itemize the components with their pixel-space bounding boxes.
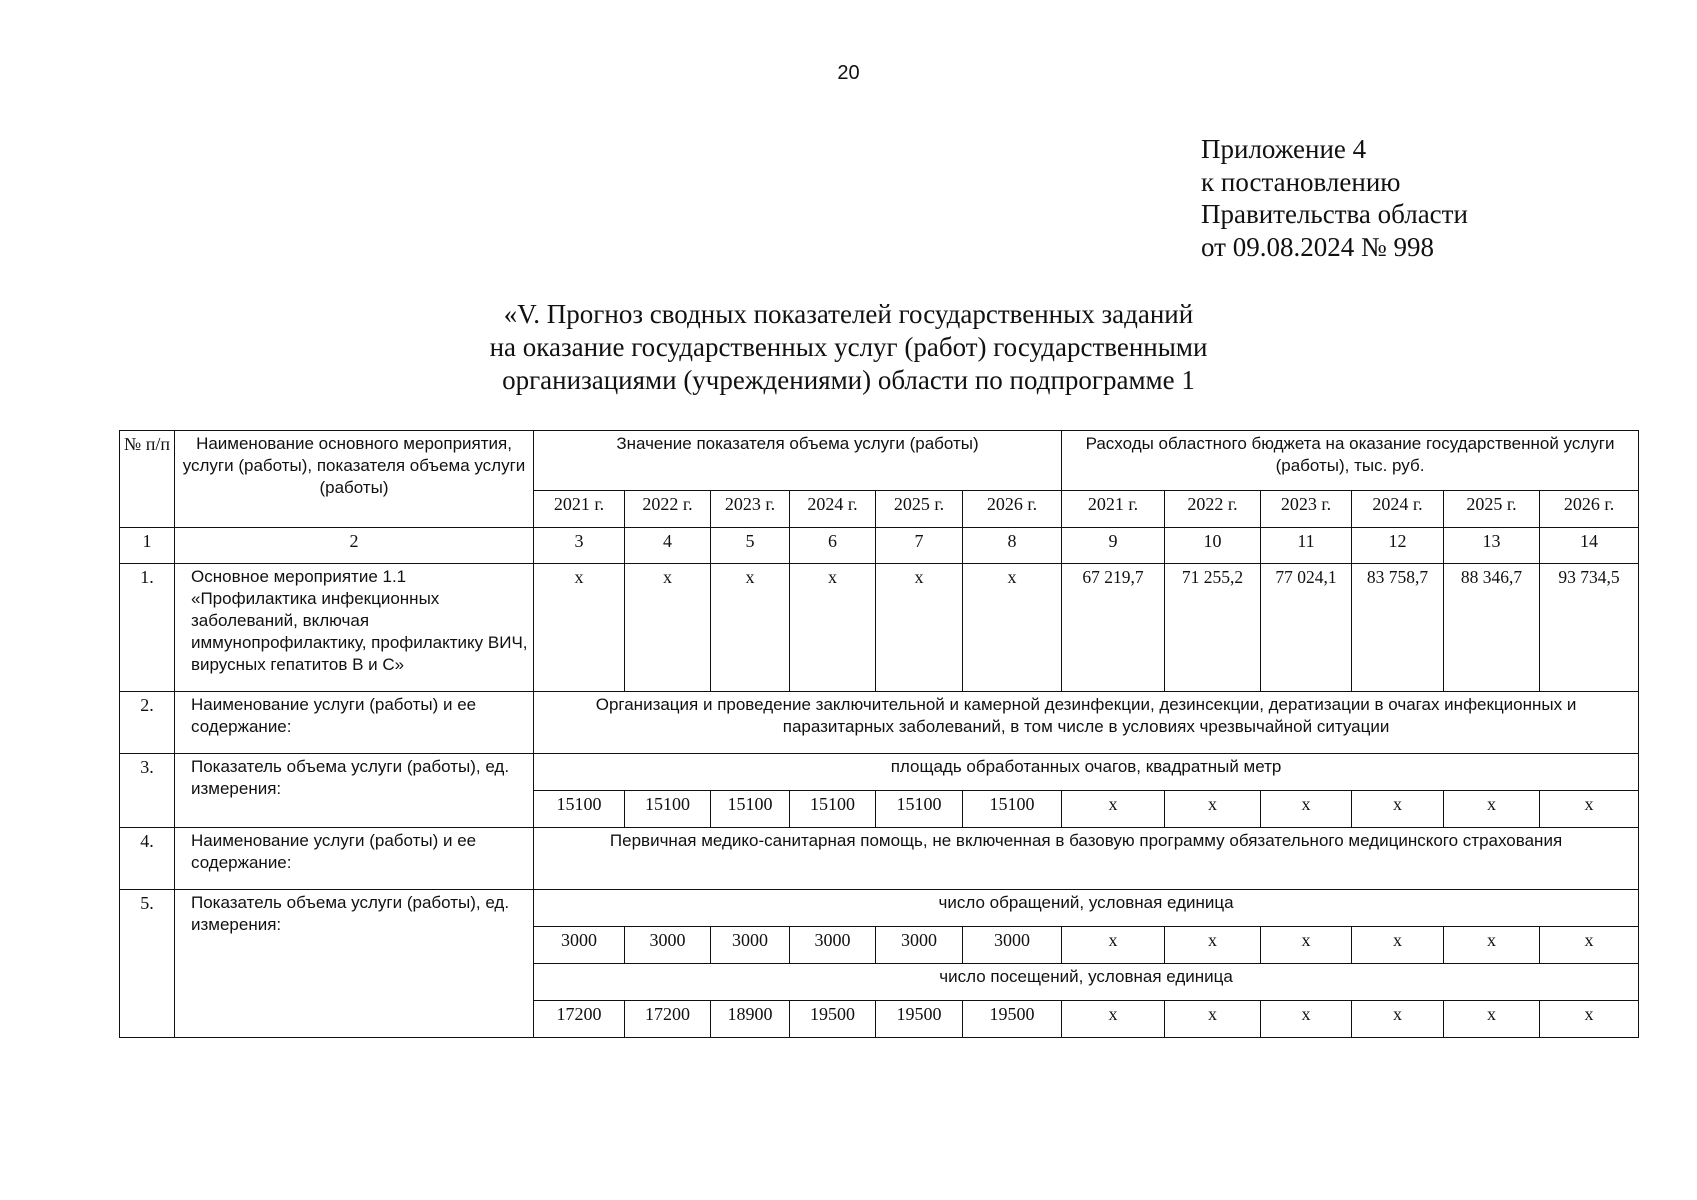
expense-cell: х (1261, 1001, 1352, 1038)
expense-cell: х (1261, 791, 1352, 828)
row-number: 1. (120, 564, 175, 692)
volume-cell: 3000 (790, 927, 876, 964)
row-number: 4. (120, 828, 175, 890)
title-line: на оказание государственных услуг (работ) государственными (489, 332, 1208, 362)
expense-cell: 71 255,2 (1165, 564, 1261, 692)
volume-cell: х (625, 564, 711, 692)
expense-cell: 67 219,7 (1062, 564, 1165, 692)
column-number: 12 (1352, 528, 1444, 564)
volume-cell: 17200 (625, 1001, 711, 1038)
year-cell: 2024 г. (790, 491, 876, 528)
column-number: 2 (175, 528, 534, 564)
volume-cell: 15100 (790, 791, 876, 828)
year-cell: 2023 г. (1261, 491, 1352, 528)
header-volume-group: Значение показателя объема услуги (работы) (534, 431, 1062, 491)
appendix-line: к постановлению (1201, 166, 1401, 197)
title-line: «V. Прогноз сводных показателей государственных заданий (503, 299, 1194, 329)
year-cell: 2021 г. (1062, 491, 1165, 528)
table-row (120, 754, 1639, 791)
column-number: 13 (1444, 528, 1540, 564)
row-name: Основное мероприятие 1.1 «Профилактика инфекционных заболеваний, включая иммунопрофилактику, профилактику ВИЧ, вирусных гепатитов В и С» (175, 564, 534, 692)
volume-cell: х (963, 564, 1062, 692)
year-cell: 2024 г. (1352, 491, 1444, 528)
row-number: 2. (120, 692, 175, 754)
title-line: организациями (учреждениями) области по подпрограмме 1 (502, 365, 1195, 395)
table-row (120, 890, 1639, 927)
volume-cell: 17200 (534, 1001, 625, 1038)
header-row (120, 431, 1639, 491)
forecast-table (119, 430, 1639, 1038)
header-num: № п/п (120, 431, 175, 528)
expense-cell: х (1444, 927, 1540, 964)
column-number: 10 (1165, 528, 1261, 564)
expense-cell: х (1540, 1001, 1639, 1038)
column-number: 3 (534, 528, 625, 564)
year-cell: 2026 г. (963, 491, 1062, 528)
row-name: Показатель объема услуги (работы), ед. измерения: (175, 890, 534, 1038)
expense-cell: х (1165, 927, 1261, 964)
expense-cell: х (1540, 927, 1639, 964)
expense-cell: х (1352, 791, 1444, 828)
header-expenses-group: Расходы областного бюджета на оказание государственной услуги (работы), тыс. руб. (1062, 431, 1639, 491)
expense-cell: х (1062, 791, 1165, 828)
table-row (120, 692, 1639, 754)
volume-cell: 3000 (534, 927, 625, 964)
row-name: Показатель объема услуги (работы), ед. измерения: (175, 754, 534, 828)
service-content: Первичная медико-санитарная помощь, не включенная в базовую программу обязательного медицинского страхования (534, 828, 1639, 890)
volume-cell: 15100 (963, 791, 1062, 828)
year-cell: 2021 г. (534, 491, 625, 528)
volume-cell: 18900 (711, 1001, 790, 1038)
header-name: Наименование основного мероприятия, услуги (работы), показателя объема услуги (работы) (175, 431, 534, 528)
appendix-line: Приложение 4 (1201, 134, 1367, 164)
row-name: Наименование услуги (работы) и ее содержание: (175, 828, 534, 890)
volume-cell: 19500 (963, 1001, 1062, 1038)
page-number: 20 (837, 62, 860, 84)
column-number: 8 (963, 528, 1062, 564)
expense-cell: х (1352, 1001, 1444, 1038)
expense-cell: 93 734,5 (1540, 564, 1639, 692)
year-cell: 2023 г. (711, 491, 790, 528)
volume-cell: х (534, 564, 625, 692)
volume-cell: 3000 (711, 927, 790, 964)
row-name: Наименование услуги (работы) и ее содержание: (175, 692, 534, 754)
year-cell: 2025 г. (1444, 491, 1540, 528)
expense-cell: х (1444, 1001, 1540, 1038)
row-number: 5. (120, 890, 175, 1038)
expense-cell: х (1062, 1001, 1165, 1038)
expense-cell: х (1540, 791, 1639, 828)
volume-cell: 15100 (711, 791, 790, 828)
year-cell: 2026 г. (1540, 491, 1639, 528)
volume-cell: 15100 (534, 791, 625, 828)
volume-cell: 3000 (963, 927, 1062, 964)
column-number: 1 (120, 528, 175, 564)
volume-cell: 3000 (876, 927, 963, 964)
table-row (120, 828, 1639, 890)
volume-cell: х (876, 564, 963, 692)
expense-cell: х (1352, 927, 1444, 964)
year-cell: 2022 г. (625, 491, 711, 528)
expense-cell: х (1062, 927, 1165, 964)
year-cell: 2022 г. (1165, 491, 1261, 528)
indicator-name: площадь обработанных очагов, квадратный метр (534, 754, 1639, 791)
appendix-block (1201, 133, 1468, 263)
column-number: 14 (1540, 528, 1639, 564)
column-number: 7 (876, 528, 963, 564)
volume-cell: 3000 (625, 927, 711, 964)
indicator-name: число обращений, условная единица (534, 890, 1639, 927)
expense-cell: х (1444, 791, 1540, 828)
appendix-line: Правительства области (1201, 199, 1468, 229)
expense-cell: 83 758,7 (1352, 564, 1444, 692)
volume-cell: 15100 (876, 791, 963, 828)
column-numbers-row (120, 528, 1639, 564)
document-title (0, 298, 1697, 397)
column-number: 11 (1261, 528, 1352, 564)
expense-cell: 77 024,1 (1261, 564, 1352, 692)
column-number: 4 (625, 528, 711, 564)
service-content: Организация и проведение заключительной и камерной дезинфекции, дезинсекции, дератизации в очагах инфекционных и паразитарных заболеваний, в том числе в условиях чрезвычайной ситуации (534, 692, 1639, 754)
indicator-name: число посещений, условная единица (534, 964, 1639, 1001)
column-number: 6 (790, 528, 876, 564)
volume-cell: 15100 (625, 791, 711, 828)
volume-cell: 19500 (790, 1001, 876, 1038)
appendix-line: от 09.08.2024 № 998 (1201, 231, 1434, 262)
row-number: 3. (120, 754, 175, 828)
expense-cell: х (1261, 927, 1352, 964)
volume-cell: 19500 (876, 1001, 963, 1038)
year-cell: 2025 г. (876, 491, 963, 528)
volume-cell: х (711, 564, 790, 692)
column-number: 5 (711, 528, 790, 564)
table-row (120, 564, 1639, 692)
expense-cell: х (1165, 1001, 1261, 1038)
volume-cell: х (790, 564, 876, 692)
expense-cell: х (1165, 791, 1261, 828)
column-number: 9 (1062, 528, 1165, 564)
expense-cell: 88 346,7 (1444, 564, 1540, 692)
